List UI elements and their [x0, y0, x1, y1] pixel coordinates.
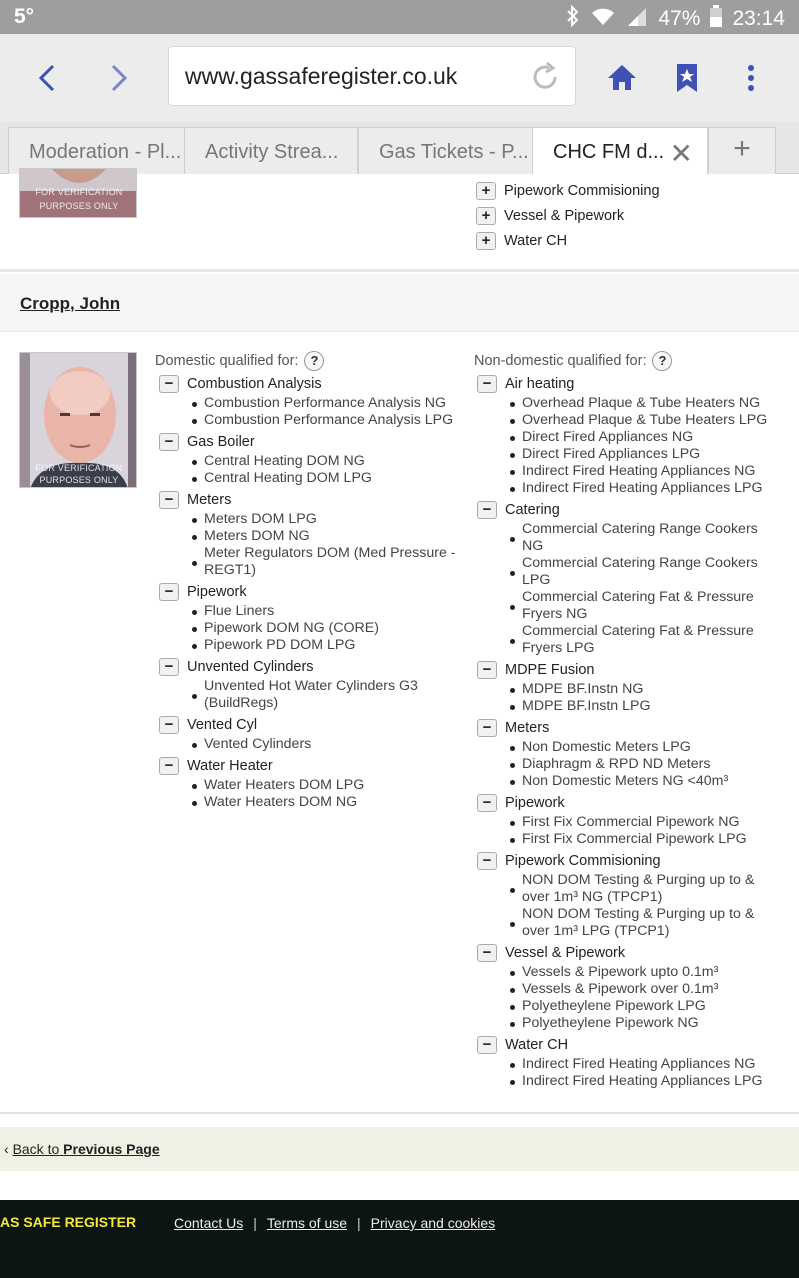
- list-item: Commercial Catering Range Cookers LPG: [510, 555, 795, 589]
- battery-percent: 47%: [658, 7, 701, 30]
- collapse-icon[interactable]: −: [477, 661, 497, 679]
- list-item: First Fix Commercial Pipework LPG: [510, 831, 795, 848]
- back-link[interactable]: Back to Previous Page: [12, 1141, 160, 1157]
- photo-watermark: FOR VERIFICATION: [35, 187, 123, 197]
- help-icon[interactable]: ?: [304, 351, 324, 371]
- group-title: Vented Cyl: [187, 717, 258, 733]
- list-item: Polyetheylene Pipework LPG: [510, 998, 795, 1015]
- collapse-icon[interactable]: −: [477, 719, 497, 737]
- group-title: Pipework: [505, 795, 565, 811]
- menu-icon[interactable]: [729, 56, 773, 100]
- group-title: Meters: [187, 492, 232, 508]
- group-title: Catering: [505, 502, 560, 518]
- domestic-list: [159, 373, 469, 811]
- tab-label: CHC FM d...: [553, 141, 665, 163]
- group-title: Meters: [505, 720, 550, 736]
- collapse-icon[interactable]: −: [159, 658, 179, 676]
- collapse-icon[interactable]: −: [159, 491, 179, 509]
- list-item: Unvented Hot Water Cylinders G3 (BuildRegs): [192, 678, 469, 712]
- reload-icon[interactable]: [527, 59, 563, 95]
- nondomestic-list: [477, 373, 795, 1090]
- group-title: Combustion Analysis: [187, 376, 322, 392]
- tab-moderation[interactable]: [8, 127, 186, 174]
- nondomestic-label-text: Non-domestic qualified for:: [474, 353, 647, 369]
- tab-label: Gas Tickets - P...: [379, 141, 529, 163]
- list-item: MDPE BF.Instn LPG: [510, 698, 795, 715]
- list-item: Combustion Performance Analysis NG: [192, 395, 469, 412]
- collapse-icon[interactable]: −: [477, 944, 497, 962]
- engineer-name-link[interactable]: Cropp, John: [20, 294, 121, 313]
- list-item: Vessels & Pipework upto 0.1m³: [510, 964, 795, 981]
- collapse-icon[interactable]: −: [159, 375, 179, 393]
- list-item: Commercial Catering Fat & Pressure Fryers NG: [510, 589, 795, 623]
- list-item: First Fix Commercial Pipework NG: [510, 814, 795, 831]
- back-arrow-icon[interactable]: [26, 56, 70, 100]
- cell-signal-icon: [626, 5, 648, 33]
- photo-watermark: PURPOSES ONLY: [39, 475, 119, 485]
- contact-us-link[interactable]: Contact Us: [174, 1215, 244, 1231]
- engineer-photo: [19, 352, 137, 488]
- list-item: Indirect Fired Heating Appliances LPG: [510, 480, 795, 497]
- expand-icon[interactable]: +: [476, 182, 496, 200]
- list-item: Central Heating DOM LPG: [192, 470, 469, 487]
- group-title: Air heating: [505, 376, 575, 392]
- group-title: Vessel & Pipework: [505, 945, 626, 961]
- tab-chc-fm[interactable]: [532, 127, 708, 174]
- card-divider: [0, 1112, 799, 1114]
- list-item: Commercial Catering Fat & Pressure Fryers LPG: [510, 623, 795, 657]
- list-item: Meter Regulators DOM (Med Pressure - REGT1): [192, 545, 469, 579]
- collapse-icon[interactable]: −: [477, 375, 497, 393]
- page-content: [0, 174, 799, 1278]
- qualification-group: [476, 180, 660, 252]
- group-title: Pipework Commisioning: [505, 853, 661, 869]
- list-item: Direct Fired Appliances LPG: [510, 446, 795, 463]
- url-text[interactable]: www.gassaferegister.co.uk: [185, 63, 458, 89]
- list-item: Pipework DOM NG (CORE): [192, 620, 469, 637]
- collapse-icon[interactable]: −: [159, 757, 179, 775]
- collapse-icon[interactable]: −: [159, 433, 179, 451]
- group-title: Water CH: [505, 1037, 569, 1053]
- photo-watermark: FOR VERIFICATION: [35, 463, 123, 473]
- engineer-header: [0, 274, 799, 332]
- list-item: Water Heaters DOM NG: [192, 794, 469, 811]
- list-item: Meters DOM NG: [192, 528, 469, 545]
- tab-strip: [0, 122, 799, 174]
- domestic-label: [155, 351, 324, 371]
- collapse-icon[interactable]: −: [477, 1036, 497, 1054]
- list-item: Combustion Performance Analysis LPG: [192, 412, 469, 429]
- tab-activity-stream[interactable]: [184, 127, 358, 174]
- list-item: Polyetheylene Pipework NG: [510, 1015, 795, 1032]
- forward-arrow-icon[interactable]: [96, 56, 140, 100]
- tab-label: Moderation - Pl...: [29, 141, 182, 163]
- collapse-icon[interactable]: −: [477, 794, 497, 812]
- collapse-icon[interactable]: −: [159, 583, 179, 601]
- list-item: Indirect Fired Heating Appliances LPG: [510, 1073, 795, 1090]
- wifi-icon: [590, 5, 616, 33]
- site-footer: [0, 1200, 799, 1278]
- home-icon[interactable]: [600, 56, 644, 100]
- domestic-label-text: Domestic qualified for:: [155, 353, 299, 369]
- list-item: Non Domestic Meters LPG: [510, 739, 795, 756]
- collapse-icon[interactable]: −: [477, 501, 497, 519]
- url-bar[interactable]: [168, 46, 576, 106]
- group-title: MDPE Fusion: [505, 662, 595, 678]
- tab-label: Activity Strea...: [205, 141, 339, 163]
- list-item: Water Heaters DOM LPG: [192, 777, 469, 794]
- list-item: Diaphragm & RPD ND Meters: [510, 756, 795, 773]
- list-item: Overhead Plaque & Tube Heaters NG: [510, 395, 795, 412]
- list-item: Pipework PD DOM LPG: [192, 637, 469, 654]
- group-title: Unvented Cylinders: [187, 659, 314, 675]
- help-icon[interactable]: ?: [652, 351, 672, 371]
- engineer-photo: [19, 168, 137, 218]
- group-title: Water Heater: [187, 758, 273, 774]
- list-item: Non Domestic Meters NG <40m³: [510, 773, 795, 790]
- list-item: MDPE BF.Instn NG: [510, 681, 795, 698]
- list-item: Central Heating DOM NG: [192, 453, 469, 470]
- list-item: Vessels & Pipework over 0.1m³: [510, 981, 795, 998]
- group-title: Pipework Commisioning: [504, 183, 660, 199]
- group-title: Water CH: [504, 233, 568, 249]
- close-tab-icon[interactable]: ✕: [669, 138, 693, 169]
- tab-gas-tickets[interactable]: [358, 127, 534, 174]
- list-item: Flue Liners: [192, 603, 469, 620]
- list-item: Indirect Fired Heating Appliances NG: [510, 463, 795, 480]
- expand-icon[interactable]: +: [476, 207, 496, 225]
- status-bar: [0, 0, 799, 34]
- battery-icon: [710, 5, 722, 33]
- nondomestic-label: [474, 351, 672, 371]
- browser-toolbar: [0, 34, 799, 122]
- group-title: Vessel & Pipework: [504, 208, 625, 224]
- terms-link[interactable]: Terms of use: [266, 1215, 348, 1231]
- photo-watermark: PURPOSES ONLY: [39, 201, 119, 211]
- list-item: NON DOM Testing & Purging up to & over 1m³ NG (TPCP1): [510, 872, 795, 906]
- footer-separator: |: [253, 1215, 257, 1231]
- back-bar: [0, 1127, 799, 1171]
- clock: 23:14: [732, 7, 785, 30]
- list-item: Overhead Plaque & Tube Heaters LPG: [510, 412, 795, 429]
- group-title: Pipework: [187, 584, 247, 600]
- chevron-left-icon: ‹: [4, 1141, 9, 1157]
- plus-icon: +: [733, 132, 751, 165]
- previous-engineer-card: [0, 174, 799, 272]
- list-item: Indirect Fired Heating Appliances NG: [510, 1056, 795, 1073]
- expand-icon[interactable]: +: [476, 232, 496, 250]
- group-title: Gas Boiler: [187, 434, 255, 450]
- privacy-link[interactable]: Privacy and cookies: [370, 1215, 496, 1231]
- bookmark-icon[interactable]: [665, 56, 709, 100]
- list-item: Vented Cylinders: [192, 736, 469, 753]
- signal-label: 5°: [14, 5, 35, 28]
- collapse-icon[interactable]: −: [159, 716, 179, 734]
- collapse-icon[interactable]: −: [477, 852, 497, 870]
- list-item: Commercial Catering Range Cookers NG: [510, 521, 795, 555]
- list-item: NON DOM Testing & Purging up to & over 1m³ LPG (TPCP1): [510, 906, 795, 940]
- bluetooth-icon: [566, 5, 580, 33]
- list-item: Direct Fired Appliances NG: [510, 429, 795, 446]
- footer-brand: AS SAFE REGISTER: [0, 1214, 137, 1230]
- footer-separator: |: [357, 1215, 361, 1231]
- list-item: Meters DOM LPG: [192, 511, 469, 528]
- new-tab-button[interactable]: [708, 127, 776, 174]
